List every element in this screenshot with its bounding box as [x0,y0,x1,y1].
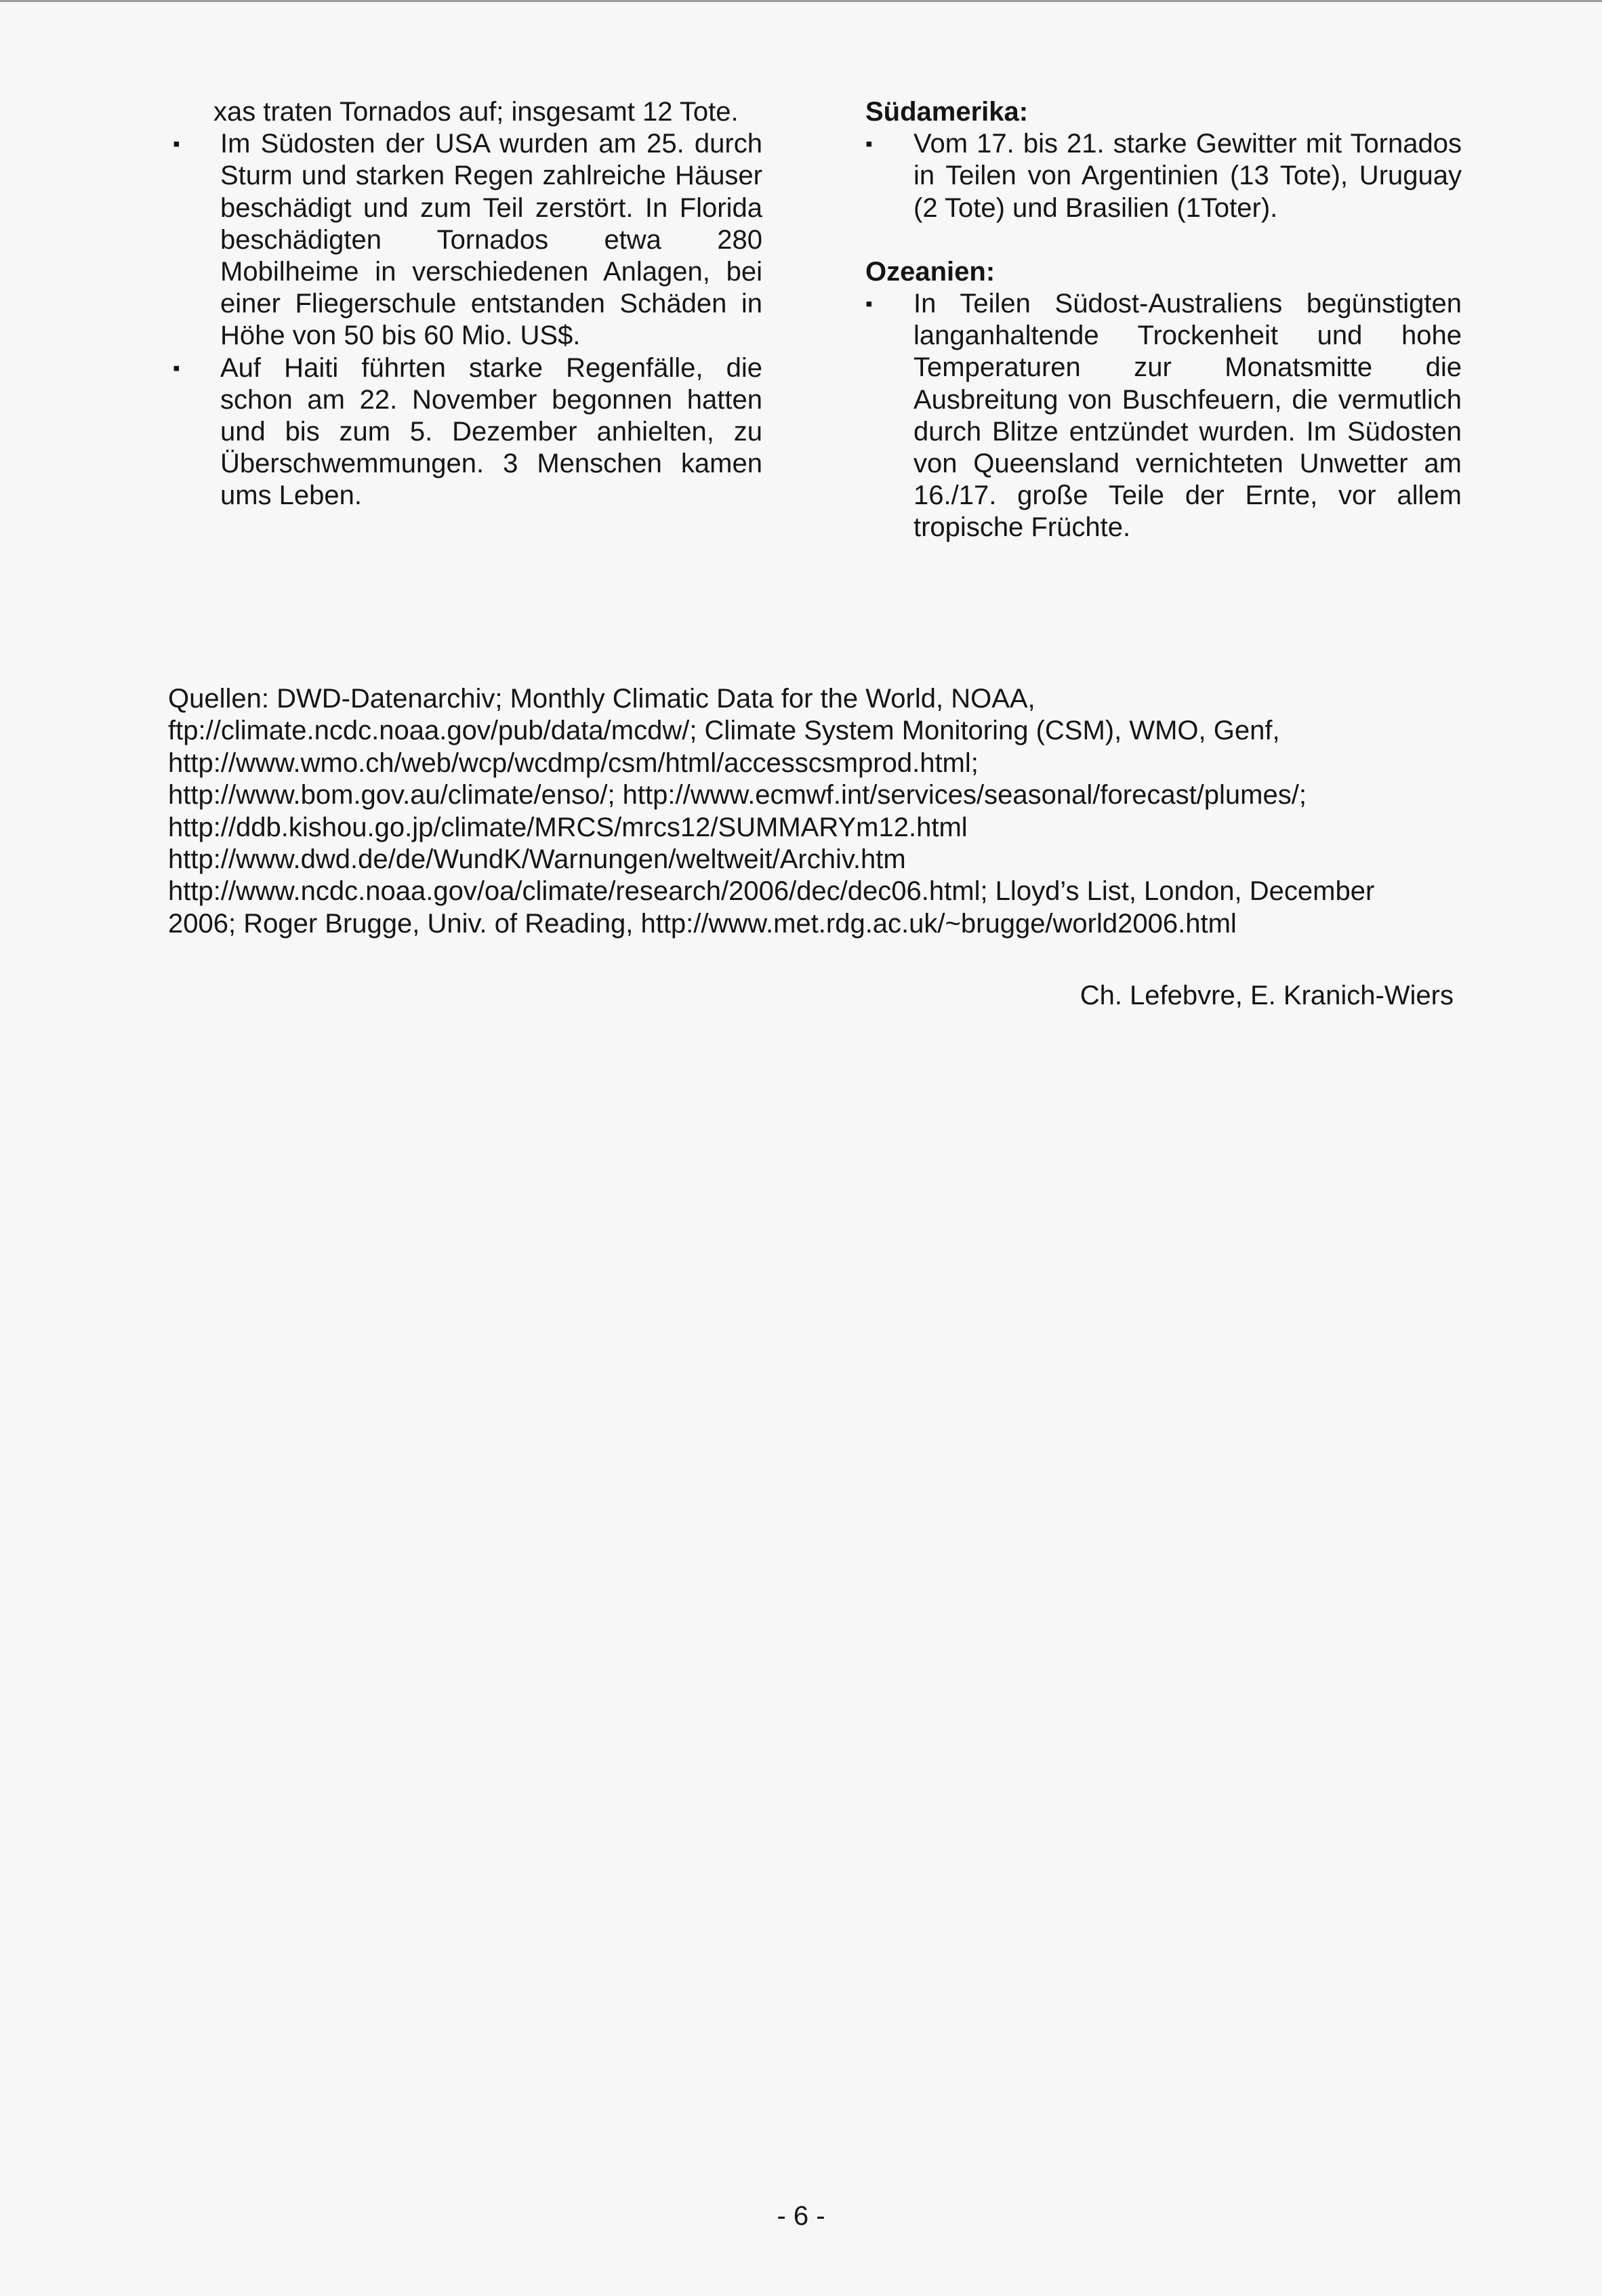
left-column [173,96,762,512]
sources-line: http://www.wmo.ch/web/wcp/wcdmp/csm/html/accesscsmprod.html; [168,747,979,778]
bullet-icon: ▪ [173,133,180,156]
sources-line: http://ddb.kishou.go.jp/climate/MRCS/mrcs12/SUMMARYm12.html [168,812,968,842]
sources-line: 2006; Roger Brugge, Univ. of Reading, http://www.met.rdg.ac.uk/~brugge/world2006.html [168,908,1237,939]
list-item-text: In Teilen Südost-Australiens begünstigten langanhaltende Trockenheit und hohe Temperaturen zur Monatsmitte die Ausbreitung von Buschfeuern, die vermutlich durch Blitze entzündet wurden. Im Südosten von Queensland vernichteten Unwetter am 16./17. große Teile der Ernte, vor allem tropische Früchte. [913,289,1462,543]
list-item-text: Im Südosten der USA wurden am 25. durch Sturm und starken Regen zahlreiche Häuser beschädigt und zum Teil zerstört. In Florida beschädigten Tornados etwa 280 Mobilheime in verschiedenen Anlagen, bei einer Fliegerschule entstanden Schäden in Höhe von 50 bis 60 Mio. US$. [220,129,762,351]
bullet-icon: ▪ [865,293,873,316]
page-number: - 6 - [777,2201,825,2231]
page-top-edge [0,0,1602,2]
list-item [173,128,762,352]
list-item [173,352,762,512]
list-item-text: Vom 17. bis 21. starke Gewitter mit Tornados in Teilen von Argentinien (13 Tote), Uruguay (2 Tote) und Brasilien (1Toter). [913,129,1462,223]
sources-line: http://www.dwd.de/de/WundK/Warnungen/weltweit/Archiv.htm [168,844,906,875]
left-bullet-list [173,128,762,512]
list-item-text: Auf Haiti führten starke Regenfälle, die schon am 22. November begonnen hatten und bis zum 5. Dezember anhielten, zu Überschwemmungen. 3 Menschen kamen ums Leben. [220,352,762,511]
authors-signature: Ch. Lefebvre, E. Kranich-Wiers [1080,981,1454,1010]
sources-line: Quellen: DWD-Datenarchiv; Monthly Climatic Data for the World, NOAA, [168,684,1035,714]
bullet-icon: ▪ [865,133,873,156]
sources-line: http://www.ncdc.noaa.gov/oa/climate/research/2006/dec/dec06.html; Lloyd’s List, London, December [168,876,1375,907]
continued-paragraph: xas traten Tornados auf; insgesamt 12 Tote. [213,97,739,127]
section-heading-ozeanien: Ozeanien: [865,256,995,287]
bullet-icon: ▪ [173,356,180,380]
section-gap [865,224,1462,256]
sources-line: ftp://climate.ncdc.noaa.gov/pub/data/mcdw/; Climate System Monitoring (CSM), WMO, Genf, [168,716,1280,746]
suedamerika-bullet-list [865,128,1462,224]
list-item [865,288,1462,544]
section-heading-suedamerika: Südamerika: [865,97,1029,127]
sources-block [168,683,1469,940]
ozeanien-bullet-list [865,288,1462,544]
list-item [865,128,1462,224]
right-column [865,96,1462,544]
sources-line: http://www.bom.gov.au/climate/enso/; http://www.ecmwf.int/services/seasonal/forecast/plumes/; [168,780,1307,811]
